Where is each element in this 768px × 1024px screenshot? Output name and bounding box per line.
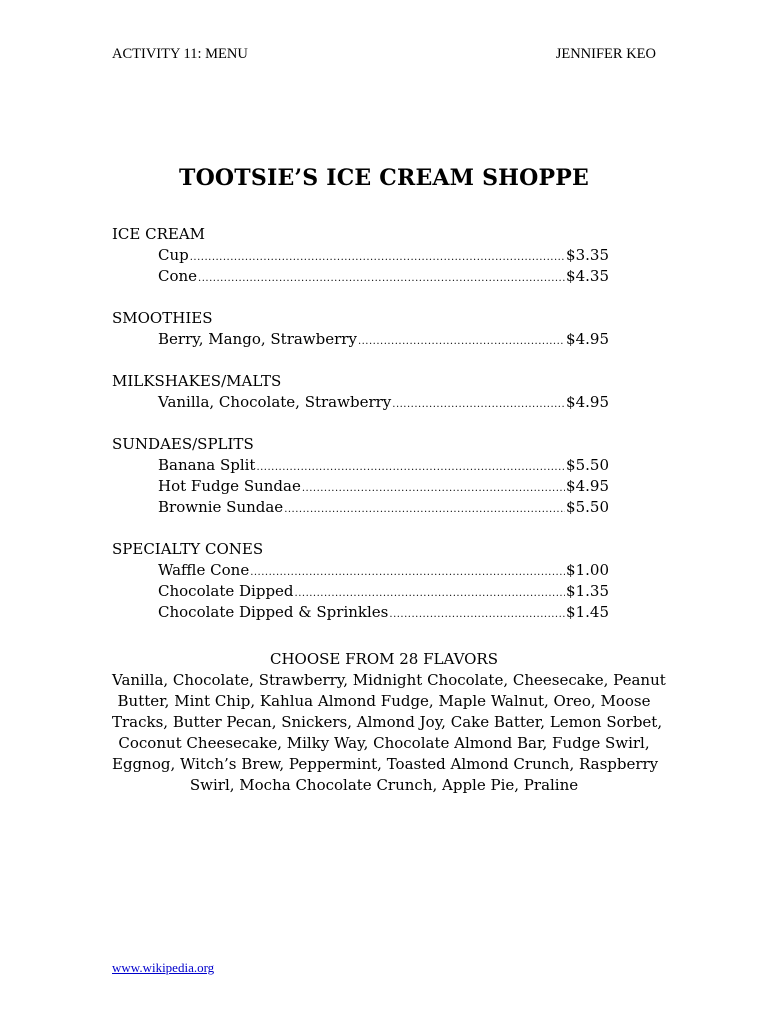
menu-item	[112, 497, 609, 518]
footer-source-link[interactable]: www.wikipedia.org	[112, 960, 215, 975]
dot-leader	[389, 604, 565, 625]
item-name: Berry, Mango, Strawberry	[158, 330, 357, 348]
dot-leader	[392, 394, 565, 415]
item-name: Banana Split	[158, 456, 256, 474]
item-name: Cone	[158, 267, 198, 285]
section-title: SUNDAES/SPLITS	[112, 435, 254, 453]
menu-item	[112, 476, 609, 497]
section-title: SPECIALTY CONES	[112, 540, 264, 558]
item-price: $4.35	[566, 267, 609, 285]
item-price: $1.35	[566, 582, 609, 600]
item-name: Brownie Sundae	[158, 498, 284, 516]
dot-leader	[295, 583, 566, 604]
menu-section-smoothies	[112, 308, 609, 350]
section-title: ICE CREAM	[112, 225, 206, 243]
item-price: $5.50	[566, 498, 609, 516]
item-name: Cup	[158, 246, 189, 264]
flavors-line: Tracks, Butter Pecan, Snickers, Almond Joy, Cake Batter, Lemon Sorbet,	[112, 713, 663, 731]
flavors-line: Eggnog, Witch’s Brew, Peppermint, Toasted Almond Crunch, Raspberry	[112, 755, 659, 773]
menu-section-milkshakes	[112, 371, 609, 413]
flavors-block	[112, 649, 666, 796]
dot-leader	[302, 478, 565, 499]
item-price: $3.35	[566, 246, 609, 264]
menu-item	[112, 455, 609, 476]
menu-item	[112, 392, 609, 413]
item-name: Waffle Cone	[158, 561, 250, 579]
page-footer	[112, 960, 214, 976]
dot-leader	[256, 457, 565, 478]
item-price: $4.95	[566, 477, 609, 495]
menu-item	[112, 560, 609, 581]
menu-sections	[112, 224, 609, 644]
dot-leader	[190, 247, 565, 268]
page-header	[112, 46, 656, 66]
item-price: $4.95	[566, 393, 609, 411]
header-author-name: JENNIFER KEO	[555, 46, 656, 62]
menu-item	[112, 581, 609, 602]
menu-section-specialty-cones	[112, 539, 609, 623]
flavors-line: Vanilla, Chocolate, Strawberry, Midnight Chocolate, Cheesecake, Peanut	[112, 671, 666, 689]
menu-title: TOOTSIE’S ICE CREAM SHOPPE	[179, 165, 589, 191]
menu-section-sundaes	[112, 434, 609, 518]
section-title: MILKSHAKES/MALTS	[112, 372, 282, 390]
dot-leader	[198, 268, 565, 289]
item-name: Chocolate Dipped & Sprinkles	[158, 603, 389, 621]
menu-item	[112, 266, 609, 287]
section-title: SMOOTHIES	[112, 309, 213, 327]
menu-item	[112, 602, 609, 623]
item-price: $4.95	[566, 330, 609, 348]
item-name: Chocolate Dipped	[158, 582, 294, 600]
menu-item	[112, 329, 609, 350]
dot-leader	[358, 331, 565, 352]
dot-leader	[284, 499, 565, 520]
menu-section-ice-cream	[112, 224, 609, 287]
flavors-line: Butter, Mint Chip, Kahlua Almond Fudge, Maple Walnut, Oreo, Moose	[117, 692, 651, 710]
dot-leader	[250, 562, 565, 583]
item-name: Hot Fudge Sundae	[158, 477, 301, 495]
item-price: $5.50	[566, 456, 609, 474]
flavors-line: Swirl, Mocha Chocolate Crunch, Apple Pie, Praline	[189, 776, 579, 794]
menu-item	[112, 245, 609, 266]
item-name: Vanilla, Chocolate, Strawberry	[158, 393, 392, 411]
item-price: $1.45	[566, 603, 609, 621]
header-activity-label: ACTIVITY 11: MENU	[112, 46, 248, 62]
item-price: $1.00	[566, 561, 609, 579]
flavors-line: Coconut Cheesecake, Milky Way, Chocolate Almond Bar, Fudge Swirl,	[118, 734, 650, 752]
flavors-title: CHOOSE FROM 28 FLAVORS	[269, 650, 499, 668]
